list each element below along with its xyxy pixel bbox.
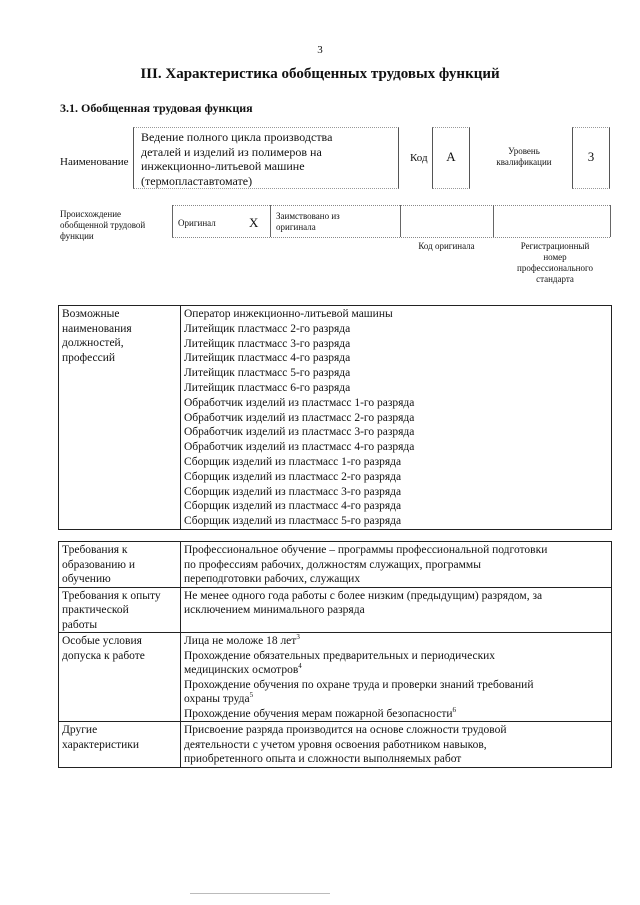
list-item: Обработчик изделий из пластмасс 1-го разряда bbox=[184, 396, 415, 409]
bottom-rule bbox=[190, 893, 330, 894]
list-item: Сборщик изделий из пластмасс 5-го разряда bbox=[184, 515, 402, 528]
list-item: Сборщик изделий из пластмасс 3-го разряда bbox=[184, 485, 402, 498]
list-item: Литейщик пластмасс 5-го разряда bbox=[184, 367, 351, 380]
page-number: 3 bbox=[317, 44, 323, 56]
table-row bbox=[59, 633, 612, 722]
positions-table bbox=[58, 305, 612, 530]
list-item: Сборщик изделий из пластмасс 1-го разряда bbox=[184, 455, 402, 468]
list-item: Оператор инжекционно-литьевой машины bbox=[184, 308, 393, 320]
name-value: Ведение полного цикла производства деталей и изделий из полимеров на инжекционно-литьевой машине (термопластавтомате) bbox=[141, 130, 333, 188]
table-row bbox=[59, 542, 612, 588]
reg-number-caption: Регистрационный номер профессионального стандарта bbox=[517, 241, 593, 284]
positions-list bbox=[181, 306, 612, 530]
list-item: Обработчик изделий из пластмасс 3-го разряда bbox=[184, 426, 415, 439]
list-item: Литейщик пластмасс 6-го разряда bbox=[184, 381, 351, 394]
experience-value: Не менее одного года работы с более низким (предыдущим) разрядом, за исключением минимального разряда bbox=[181, 587, 612, 633]
subsection-title: 3.1. Обобщенная трудовая функция bbox=[60, 101, 253, 115]
origin-label: Происхождение обобщенной трудовой функции bbox=[60, 209, 146, 241]
code-label: Код bbox=[410, 152, 428, 164]
code-original-caption: Код оригинала bbox=[418, 241, 475, 251]
list-item: Литейщик пластмасс 2-го разряда bbox=[184, 322, 351, 335]
requirements-table bbox=[58, 541, 612, 768]
experience-label: Требования к опыту практической работы bbox=[59, 587, 181, 633]
list-item: Сборщик изделий из пластмасс 2-го разряда bbox=[184, 470, 402, 483]
education-label: Требования к образованию и обучению bbox=[59, 542, 181, 588]
other-label: Другие характеристики bbox=[59, 722, 181, 768]
list-item: Обработчик изделий из пластмасс 2-го разряда bbox=[184, 411, 415, 424]
level-label: Уровень квалификации bbox=[496, 146, 552, 167]
positions-label: Возможные наименования должностей, профессий bbox=[59, 306, 181, 530]
education-value: Профессиональное обучение – программы профессиональной подготовки по профессиям рабочих, должностям служащих, программы переподготовки рабочих, служащих bbox=[181, 542, 612, 588]
list-item: Обработчик изделий из пластмасс 4-го разряда bbox=[184, 441, 415, 454]
code-value: А bbox=[446, 149, 456, 164]
special-conditions: Лица не моложе 18 лет$^3$ Прохождение обязательных предварительных и периодических медицинских осмотров$^4$ Прохождение обучения по охране труда и проверки знаний требований охраны труда$^5$ Прохождение обучения мерам пожарной безопасности$^6$ bbox=[181, 633, 612, 722]
borrowed-label: Заимствовано из оригинала bbox=[276, 211, 340, 232]
table-row bbox=[59, 722, 612, 768]
original-mark: X bbox=[249, 215, 259, 230]
name-label: Наименование bbox=[60, 156, 129, 168]
other-value: Присвоение разряда производится на основе сложности трудовой деятельности с учетом уровня освоения работником навыков, приобретенного опыта и сложности выполняемых работ bbox=[181, 722, 612, 768]
section-title: III. Характеристика обобщенных трудовых функций bbox=[140, 66, 500, 82]
level-value: 3 bbox=[587, 149, 595, 164]
list-item: Литейщик пластмасс 3-го разряда bbox=[184, 337, 351, 350]
original-label: Оригинал bbox=[178, 218, 216, 228]
special-label: Особые условия допуска к работе bbox=[59, 633, 181, 722]
table-row bbox=[59, 587, 612, 633]
list-item: Сборщик изделий из пластмасс 4-го разряда bbox=[184, 500, 402, 513]
list-item: Литейщик пластмасс 4-го разряда bbox=[184, 352, 351, 365]
